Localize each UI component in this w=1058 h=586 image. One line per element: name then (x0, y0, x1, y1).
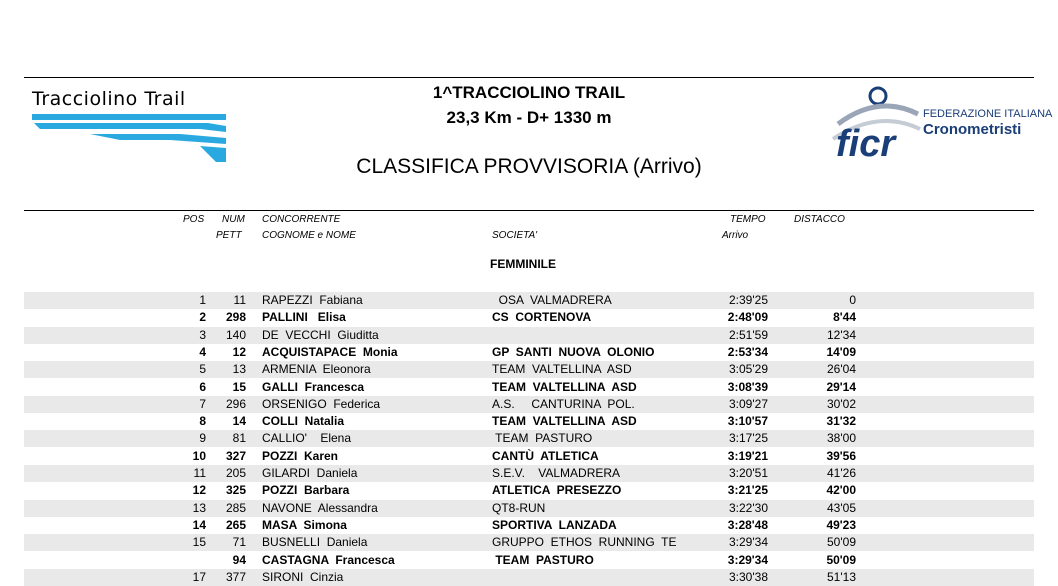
table-row (24, 569, 1034, 586)
row-gap: 39'56 (826, 448, 856, 463)
row-bib-number: 265 (225, 517, 246, 532)
row-finish-time: 2:53'34 (727, 344, 768, 359)
row-bib-number: 11 (233, 293, 246, 307)
row-club: QT8-RUN (492, 500, 546, 515)
row-finish-time: 3:10'57 (727, 414, 768, 429)
row-athlete-name: MASA Simona (262, 517, 347, 532)
table-row (24, 552, 1034, 569)
table-row (24, 344, 1034, 361)
row-athlete-name: DE VECCHI Giuditta (262, 327, 379, 342)
event-subtitle: 23,3 Km - D+ 1330 m (446, 108, 612, 127)
row-position: 1 (199, 293, 206, 307)
row-bib-number: 325 (225, 483, 246, 498)
row-athlete-name: CASTAGNA Francesca (262, 552, 395, 567)
row-finish-time: 3:29'34 (729, 535, 768, 550)
row-athlete-name: COLLI Natalia (262, 414, 345, 429)
row-athlete-name: ARMENIA Eleonora (262, 362, 371, 377)
row-finish-time: 3:29'34 (727, 552, 768, 567)
row-gap: 49'23 (826, 517, 856, 532)
row-finish-time: 3:05'29 (729, 362, 768, 377)
table-row (24, 327, 1034, 344)
row-finish-time: 3:19'21 (727, 448, 768, 463)
ranking-title: CLASSIFICA PROVVISORIA (Arrivo) (356, 155, 702, 178)
row-finish-time: 2:48'09 (727, 310, 768, 325)
row-finish-time: 3:08'39 (727, 379, 768, 394)
row-club: TEAM VALTELLINA ASD (492, 414, 637, 429)
row-athlete-name: RAPEZZI Fabiana (262, 293, 363, 307)
row-bib-number: 327 (225, 448, 246, 463)
row-athlete-name: SIRONI Cinzia (262, 569, 344, 584)
row-position: 6 (199, 379, 206, 394)
row-athlete-name: BUSNELLI Daniela (262, 535, 368, 550)
logo-text: Tracciolino Trail (32, 88, 186, 110)
row-gap: 29'14 (826, 379, 856, 394)
row-club: ATLETICA PRESEZZO (492, 483, 622, 498)
event-title: 1^TRACCIOLINO TRAIL (432, 83, 626, 102)
row-bib-number: 140 (225, 327, 246, 342)
row-finish-time: 2:51'59 (729, 327, 768, 342)
row-gap: 43'05 (827, 500, 856, 515)
row-finish-time: 3:30'38 (729, 569, 768, 584)
row-gap: 14'09 (826, 344, 856, 359)
row-position: 5 (199, 362, 206, 377)
row-position: 3 (199, 327, 206, 342)
row-gap: 26'04 (827, 362, 856, 377)
ficr-emblem-icon (828, 84, 923, 174)
col-pos-header: POS (183, 214, 205, 225)
federation-name-line2: Cronometristi (923, 121, 1022, 138)
row-gap: 31'32 (826, 414, 856, 429)
row-position: 14 (192, 517, 206, 532)
federation-name-line1: FEDERAZIONE ITALIANA (923, 108, 1053, 120)
row-position: 13 (192, 500, 206, 515)
row-gap: 50'09 (827, 535, 856, 550)
row-athlete-name: POZZI Karen (262, 448, 339, 463)
row-position: 8 (199, 414, 206, 429)
row-club: TEAM VALTELLINA ASD (492, 362, 632, 377)
row-bib-number: 81 (232, 431, 246, 446)
row-finish-time: 3:21'25 (727, 483, 768, 498)
row-finish-time: 3:20'51 (729, 466, 768, 480)
col-pett-header: PETT (216, 230, 242, 241)
row-gap: 42'00 (826, 483, 856, 498)
table-row (24, 517, 1034, 534)
row-position: 17 (192, 569, 206, 584)
top-rule (24, 77, 1034, 78)
row-finish-time: 3:17'25 (729, 431, 768, 446)
row-athlete-name: GALLI Francesca (262, 379, 365, 394)
col-societa-header: SOCIETA' (492, 230, 538, 241)
row-athlete-name: GILARDI Daniela (262, 466, 358, 480)
row-club: TEAM VALTELLINA ASD (492, 379, 637, 394)
row-gap: 8'44 (833, 310, 856, 325)
row-gap: 12'34 (827, 327, 856, 342)
row-position: 10 (192, 448, 206, 463)
table-row (24, 482, 1034, 499)
row-bib-number: 285 (225, 500, 246, 515)
row-club: A.S. CANTURINA POL. (492, 396, 635, 411)
row-club: S.E.V. VALMADRERA (492, 466, 621, 480)
row-club: CANTÙ ATLETICA (492, 448, 599, 463)
ficr-mark-text: ficr (836, 123, 896, 165)
row-position: 7 (199, 396, 206, 411)
row-athlete-name: ACQUISTAPACE Monia (262, 344, 398, 359)
ficr-logo (828, 84, 1053, 176)
table-row (24, 309, 1034, 326)
row-bib-number: 15 (232, 379, 246, 394)
row-bib-number: 296 (225, 396, 246, 411)
section-label: FEMMINILE (490, 257, 556, 271)
row-finish-time: 3:09'27 (729, 396, 768, 411)
row-bib-number: 71 (232, 535, 246, 550)
header-rule (24, 210, 1034, 211)
row-club: OSA VALMADRERA (492, 293, 612, 307)
row-gap: 0 (849, 293, 856, 307)
table-row (24, 500, 1034, 517)
row-athlete-name: CALLIO' Elena (262, 431, 352, 446)
row-position: 4 (199, 344, 206, 359)
row-athlete-name: NAVONE Alessandra (262, 500, 378, 515)
table-row (24, 361, 1034, 378)
row-bib-number: 12 (232, 344, 246, 359)
row-bib-number: 14 (232, 414, 246, 429)
row-gap: 30'02 (827, 396, 856, 411)
table-row (24, 292, 1034, 309)
row-club: CS CORTENOVA (492, 310, 592, 325)
row-position: 12 (192, 483, 206, 498)
table-row (24, 396, 1034, 413)
table-row (24, 448, 1034, 465)
row-club: TEAM PASTURO (492, 431, 593, 446)
col-arrivo-header: Arrivo (722, 230, 749, 241)
table-row (24, 534, 1034, 551)
row-gap: 50'09 (826, 552, 856, 567)
row-bib-number: 94 (232, 552, 246, 567)
row-finish-time: 3:22'30 (729, 500, 768, 515)
row-finish-time: 2:39'25 (729, 293, 768, 307)
col-tempo-header: TEMPO (730, 214, 766, 225)
row-club: GRUPPO ETHOS RUNNING TE (492, 535, 677, 550)
row-athlete-name: PALLINI Elisa (262, 310, 346, 325)
row-gap: 51'13 (827, 569, 856, 584)
row-club: GP SANTI NUOVA OLONIO (492, 344, 655, 359)
row-finish-time: 3:28'48 (727, 517, 768, 532)
row-club: SPORTIVA LANZADA (492, 517, 617, 532)
row-bib-number: 298 (225, 310, 246, 325)
row-gap: 41'26 (827, 466, 856, 480)
col-num-header: NUM (222, 214, 245, 225)
row-position: 9 (199, 431, 206, 446)
table-row (24, 413, 1034, 430)
table-row (24, 430, 1034, 447)
row-club: TEAM PASTURO (492, 552, 594, 567)
col-name-header: COGNOME e NOME (262, 230, 356, 241)
row-athlete-name: POZZI Barbara (262, 483, 350, 498)
row-position: 2 (199, 310, 206, 325)
row-athlete-name: ORSENIGO Federica (262, 396, 381, 411)
row-bib-number: 13 (232, 362, 246, 377)
row-gap: 38'00 (827, 431, 856, 446)
col-concorrente-header: CONCORRENTE (262, 214, 341, 225)
row-position: 11 (193, 466, 206, 480)
row-bib-number: 377 (225, 569, 246, 584)
row-bib-number: 205 (225, 466, 246, 480)
table-row (24, 379, 1034, 396)
table-row (24, 465, 1034, 482)
col-distacco-header: DISTACCO (794, 214, 845, 225)
row-position: 15 (192, 535, 206, 550)
